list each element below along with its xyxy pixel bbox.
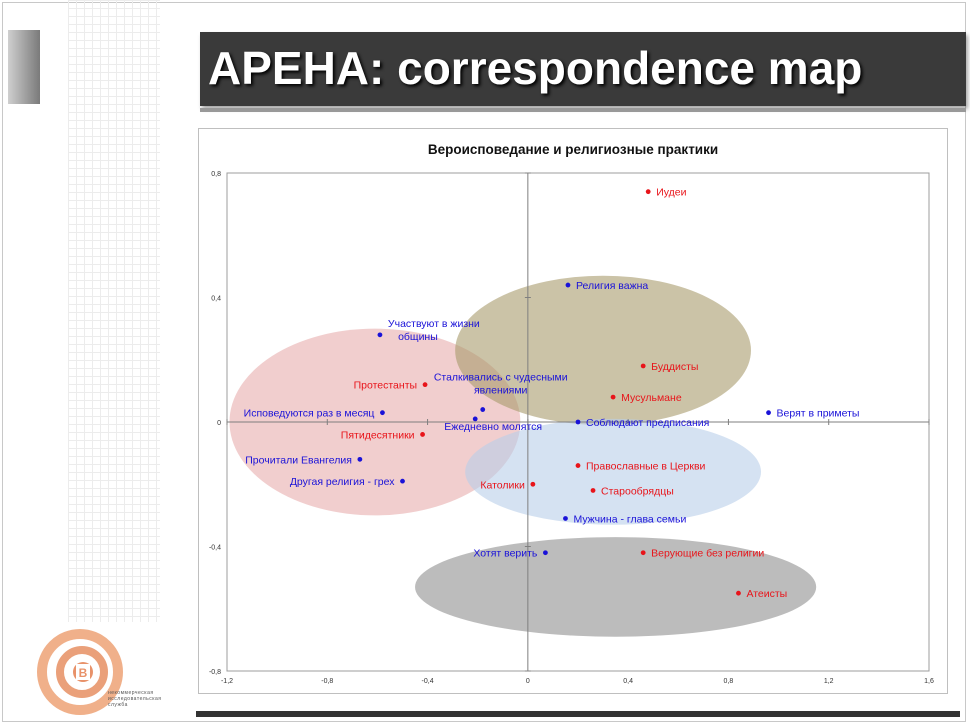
data-label: Пятидесятники — [340, 429, 415, 442]
data-label: Верующие без религии — [651, 547, 765, 560]
data-point — [378, 332, 383, 337]
data-label: Ежедневно молятся — [444, 420, 543, 433]
logo-caption-line: служба — [108, 702, 128, 708]
data-point — [357, 457, 362, 462]
data-point — [566, 283, 571, 288]
data-label: Религия важна — [575, 280, 649, 293]
data-label: Католики — [480, 479, 525, 492]
data-point — [576, 420, 581, 425]
y-tick-label: 0,8 — [211, 171, 221, 178]
data-point — [423, 382, 428, 387]
data-point — [766, 410, 771, 415]
data-label: явлениями — [474, 384, 528, 397]
data-point — [576, 463, 581, 468]
y-tick-label: -0,8 — [208, 669, 221, 676]
data-label: Атеисты — [746, 588, 788, 601]
y-tick-label: 0,4 — [211, 295, 221, 303]
data-label: общины — [398, 330, 438, 343]
y-tick-label: -0,4 — [208, 544, 221, 552]
x-tick-label: 0 — [525, 678, 530, 685]
data-label: Хотят верить — [473, 547, 538, 560]
logo-caption-line: некоммерческая — [108, 690, 154, 696]
data-point — [591, 488, 596, 493]
x-tick-label: 1,6 — [924, 678, 934, 685]
slide-title: APEHA: correspondence map — [208, 42, 863, 94]
data-label: Протестанты — [353, 379, 418, 392]
data-point — [420, 432, 425, 437]
x-tick-label: 0,4 — [623, 678, 634, 685]
svg-text:В: В — [78, 666, 88, 680]
data-point — [641, 550, 646, 555]
data-point — [400, 479, 405, 484]
data-point — [611, 395, 616, 400]
x-tick-label: -0,8 — [321, 678, 334, 685]
x-tick-label: 0,8 — [723, 678, 734, 685]
logo-caption — [108, 690, 172, 708]
data-label: Иудеи — [656, 186, 687, 199]
data-point — [480, 407, 485, 412]
data-point — [646, 189, 651, 194]
x-tick-label: 1,2 — [823, 678, 834, 685]
data-label: Мужчина - глава семьи — [573, 513, 687, 526]
data-point — [736, 591, 741, 596]
logo-caption-line: исследовательская — [108, 696, 162, 702]
data-label: Мусульмане — [621, 392, 682, 405]
data-label: Православные в Церкви — [586, 460, 706, 473]
data-point — [563, 516, 568, 521]
data-point — [543, 550, 548, 555]
data-label: Другая религия - грех — [289, 476, 395, 489]
x-tick-label: -1,2 — [220, 678, 234, 685]
y-tick-label: 0 — [217, 420, 221, 427]
data-label: Участвуют в жизни — [387, 317, 480, 330]
data-label: Старообрядцы — [601, 485, 674, 498]
data-label: Исповедуются раз в месяц — [243, 407, 375, 420]
cluster-ellipse — [455, 276, 751, 425]
data-label: Верят в приметы — [776, 407, 860, 420]
bottom-bar — [196, 711, 960, 717]
data-label: Сталкивались с чудесными — [433, 371, 568, 384]
x-tick-label: -0,4 — [421, 678, 434, 685]
data-point — [380, 410, 385, 415]
data-point — [530, 482, 535, 487]
chart-title: Вероисповедание и религиозные практики — [427, 142, 719, 157]
data-point — [641, 364, 646, 369]
data-label: Буддисты — [651, 360, 699, 373]
data-label: Прочитали Евангелия — [245, 454, 352, 467]
data-label: Соблюдают предписания — [586, 417, 710, 429]
